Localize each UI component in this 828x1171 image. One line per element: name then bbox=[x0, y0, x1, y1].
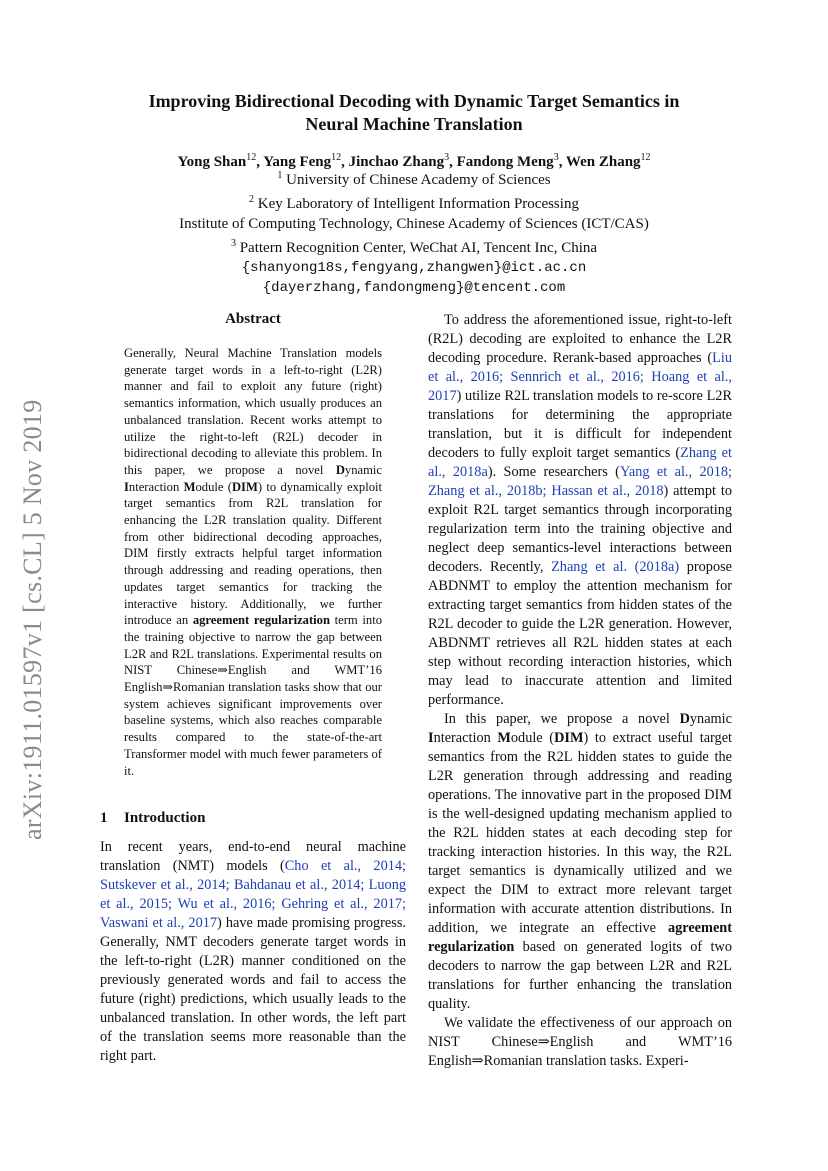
right-column bbox=[428, 311, 732, 1071]
bold-letter: M bbox=[497, 730, 511, 746]
abstract-heading: Abstract bbox=[225, 311, 281, 327]
section-title: Introduction bbox=[124, 810, 206, 826]
abstract-text: nteraction bbox=[128, 479, 184, 494]
title-line-1: Improving Bidirectional Decoding with Dynamic Target Semantics in bbox=[148, 91, 680, 111]
affiliations bbox=[60, 166, 768, 298]
section-heading bbox=[100, 810, 205, 827]
bold-term: agreement regularization bbox=[428, 920, 732, 955]
paragraph-text: ) utilize R2L translation models to re-score L2R translations for determining the appropriate translation, but it is difficult for independent decoders to fully exploit target semantics ( bbox=[428, 388, 732, 461]
abstract-body bbox=[124, 345, 382, 779]
affiliation-1 bbox=[60, 166, 768, 190]
author-name: Yong Shan bbox=[177, 154, 247, 170]
author-sup: 12 bbox=[640, 152, 651, 163]
paragraph-text: ). Some researchers ( bbox=[487, 464, 620, 480]
bold-letter: I bbox=[428, 730, 434, 746]
citation-link[interactable]: Zhang et al., 2018a bbox=[428, 445, 732, 480]
email-line-2: {dayerzhang,fandongmeng}@tencent.com bbox=[262, 280, 566, 296]
affiliation-2b: Institute of Computing Technology, Chinese Academy of Sciences (ICT/CAS) bbox=[179, 216, 649, 232]
paragraph bbox=[428, 1014, 732, 1071]
affiliation-2 bbox=[60, 190, 768, 214]
bold-term: agreement regularization bbox=[192, 613, 330, 628]
bold-letter: D bbox=[335, 462, 345, 477]
section-number: 1 bbox=[100, 810, 108, 826]
affiliation-text: Key Laboratory of Intelligent Information Processing bbox=[257, 196, 579, 212]
paragraph-text: ) to extract useful target semantics from the R2L hidden states to guide the L2R generation through addressing and reading operations. The innovative part in the proposed DIM is the well-designed updating mechanism applied to the R2L hidden states at each decoding step for tracking interaction histories. In this way, the R2L target semantics is dynamically utilized and we expect the DIM to extract more relevant target information with accurate attention distributions. In addition, we integrate an effective bbox=[428, 730, 733, 936]
author-name: Yang Feng bbox=[263, 154, 332, 170]
affiliation-sup: 3 bbox=[230, 238, 236, 249]
citation-link[interactable]: Liu et al., 2016; Sennrich et al., 2016; Hoang et al., 2017 bbox=[428, 350, 732, 404]
author-name: Wen Zhang bbox=[565, 154, 641, 170]
bold-letter: I bbox=[124, 479, 129, 494]
title-line-2: Neural Machine Translation bbox=[305, 114, 523, 134]
author-list: Yong Shan$^{12}$, Yang Feng$^{12}$, Jinchao Zhang$^3$, Fandong Meng$^3$, Wen Zhang$^{12}$ bbox=[177, 152, 651, 170]
arxiv-stamp: arXiv:1911.01597v1 [cs.CL] 5 Nov 2019 bbox=[18, 399, 47, 840]
author-name: Fandong Meng bbox=[456, 154, 554, 170]
citation-link[interactable]: Zhang et al. (2018a) bbox=[551, 559, 680, 575]
intro-left-column bbox=[100, 838, 406, 1066]
bold-letter: D bbox=[679, 711, 690, 727]
bold-term: DIM bbox=[231, 479, 258, 494]
author-sup: 12 bbox=[331, 152, 342, 163]
abstract-text: term into the training objective to narrow the gap between L2R and R2L translations. Experimental results on NIST Chinese⇒English and WMT’16 English⇒Romanian translation tasks show that our system achieves significant improvements over baseline systems, which also reaches comparable results compared to the state-of-the-art Transformer model with much fewer parameters of it. bbox=[124, 613, 382, 778]
affiliation-text: Pattern Recognition Center, WeChat AI, Tencent Inc, China bbox=[239, 240, 598, 256]
paragraph-text: In this paper, we propose a novel bbox=[444, 711, 680, 727]
paragraph-text: nteraction bbox=[433, 730, 498, 746]
paragraph-text: propose ABDNMT to employ the attention mechanism for extracting target semantics from hidden states of the R2L decoder to guide the L2R generation. However, ABDNMT retrieves all R2L hidden states at each step without recording interaction histories, which may lead to inaccurate attention and limited performance. bbox=[428, 559, 733, 708]
affiliation-sup: 2 bbox=[249, 194, 255, 205]
paragraph-text: based on generated logits of two decoders to narrow the gap between L2R and R2L translations for further enhancing the translation quality. bbox=[428, 939, 732, 1012]
paragraph-text: In recent years, end-to-end neural machine translation (NMT) models ( bbox=[100, 839, 406, 874]
affiliation-text: University of Chinese Academy of Sciences bbox=[286, 172, 551, 188]
abstract-text: ynamic bbox=[344, 462, 382, 477]
author-sup: 12 bbox=[246, 152, 257, 163]
abstract-text: Generally, Neural Machine Translation models generate target words in a left-to-right (L2R) manner and fail to exploit any future (right) semantics information, which usually produces an unbalanced translation. Recent works attempt to utilize the right-to-left (R2L) decoder in bidirectional decoding to alleviate this problem. In this paper, we propose a novel bbox=[124, 346, 382, 477]
affiliation-3 bbox=[60, 234, 768, 258]
paragraph bbox=[428, 311, 732, 710]
paragraph-text: We validate the effectiveness of our approach on NIST Chinese⇒English and WMT’16 English⇒Romanian translation tasks. Experi- bbox=[428, 1015, 732, 1069]
paragraph-text: To address the aforementioned issue, right-to-left (R2L) decoding are exploited to enhance the L2R decoding procedure. Rerank-based approaches ( bbox=[428, 312, 732, 366]
paragraph-text: ) attempt to exploit R2L target semantics through incorporating regularization term into the training objective and neglect deep semantics-level interactions between decoders. Recently, bbox=[428, 483, 732, 575]
citation-link[interactable]: Yang et al., 2018; Zhang et al., 2018b; Hassan et al., 2018 bbox=[428, 464, 733, 499]
paragraph bbox=[100, 838, 406, 1066]
paragraph-text: ) have made promising progress. Generally, NMT decoders generate target words in the left-to-right (L2R) manner conditioned on the previously generated words and fail to access the future (right) predictions, which usually leads to the unbalanced translation. In other words, the left part of the translation seems more reasonable than the right part. bbox=[100, 915, 406, 1064]
paper-title bbox=[60, 90, 768, 136]
paragraph-text: ynamic bbox=[689, 711, 732, 727]
abstract-text: ) to dynamically exploit target semantics from R2L translation for enhancing the L2R translation quality. Different from other bidirectional decoding approaches, DIM firstly extracts helpful target information through addressing and reading operations, then updates target semantics for tracking the interactive history. Additionally, we further introduce an bbox=[124, 479, 382, 628]
bold-letter: M bbox=[183, 479, 196, 494]
email-line-1: {shanyong18s,fengyang,zhangwen}@ict.ac.cn bbox=[241, 260, 587, 276]
abstract-text: odule ( bbox=[195, 479, 232, 494]
author-sup: 3 bbox=[444, 152, 450, 163]
affiliation-sup: 1 bbox=[277, 170, 283, 181]
author-name: Jinchao Zhang bbox=[348, 154, 445, 170]
citation-link[interactable]: Cho et al., 2014; Sutskever et al., 2014; Bahdanau et al., 2014; Luong et al., 2015; Wu et al., 2016; Gehring et al., 2017; Vaswani et al., 2017 bbox=[100, 858, 406, 931]
paragraph-text: odule ( bbox=[510, 730, 555, 746]
paragraph bbox=[428, 710, 732, 1014]
bold-term: DIM bbox=[554, 730, 584, 746]
author-sup: 3 bbox=[553, 152, 559, 163]
